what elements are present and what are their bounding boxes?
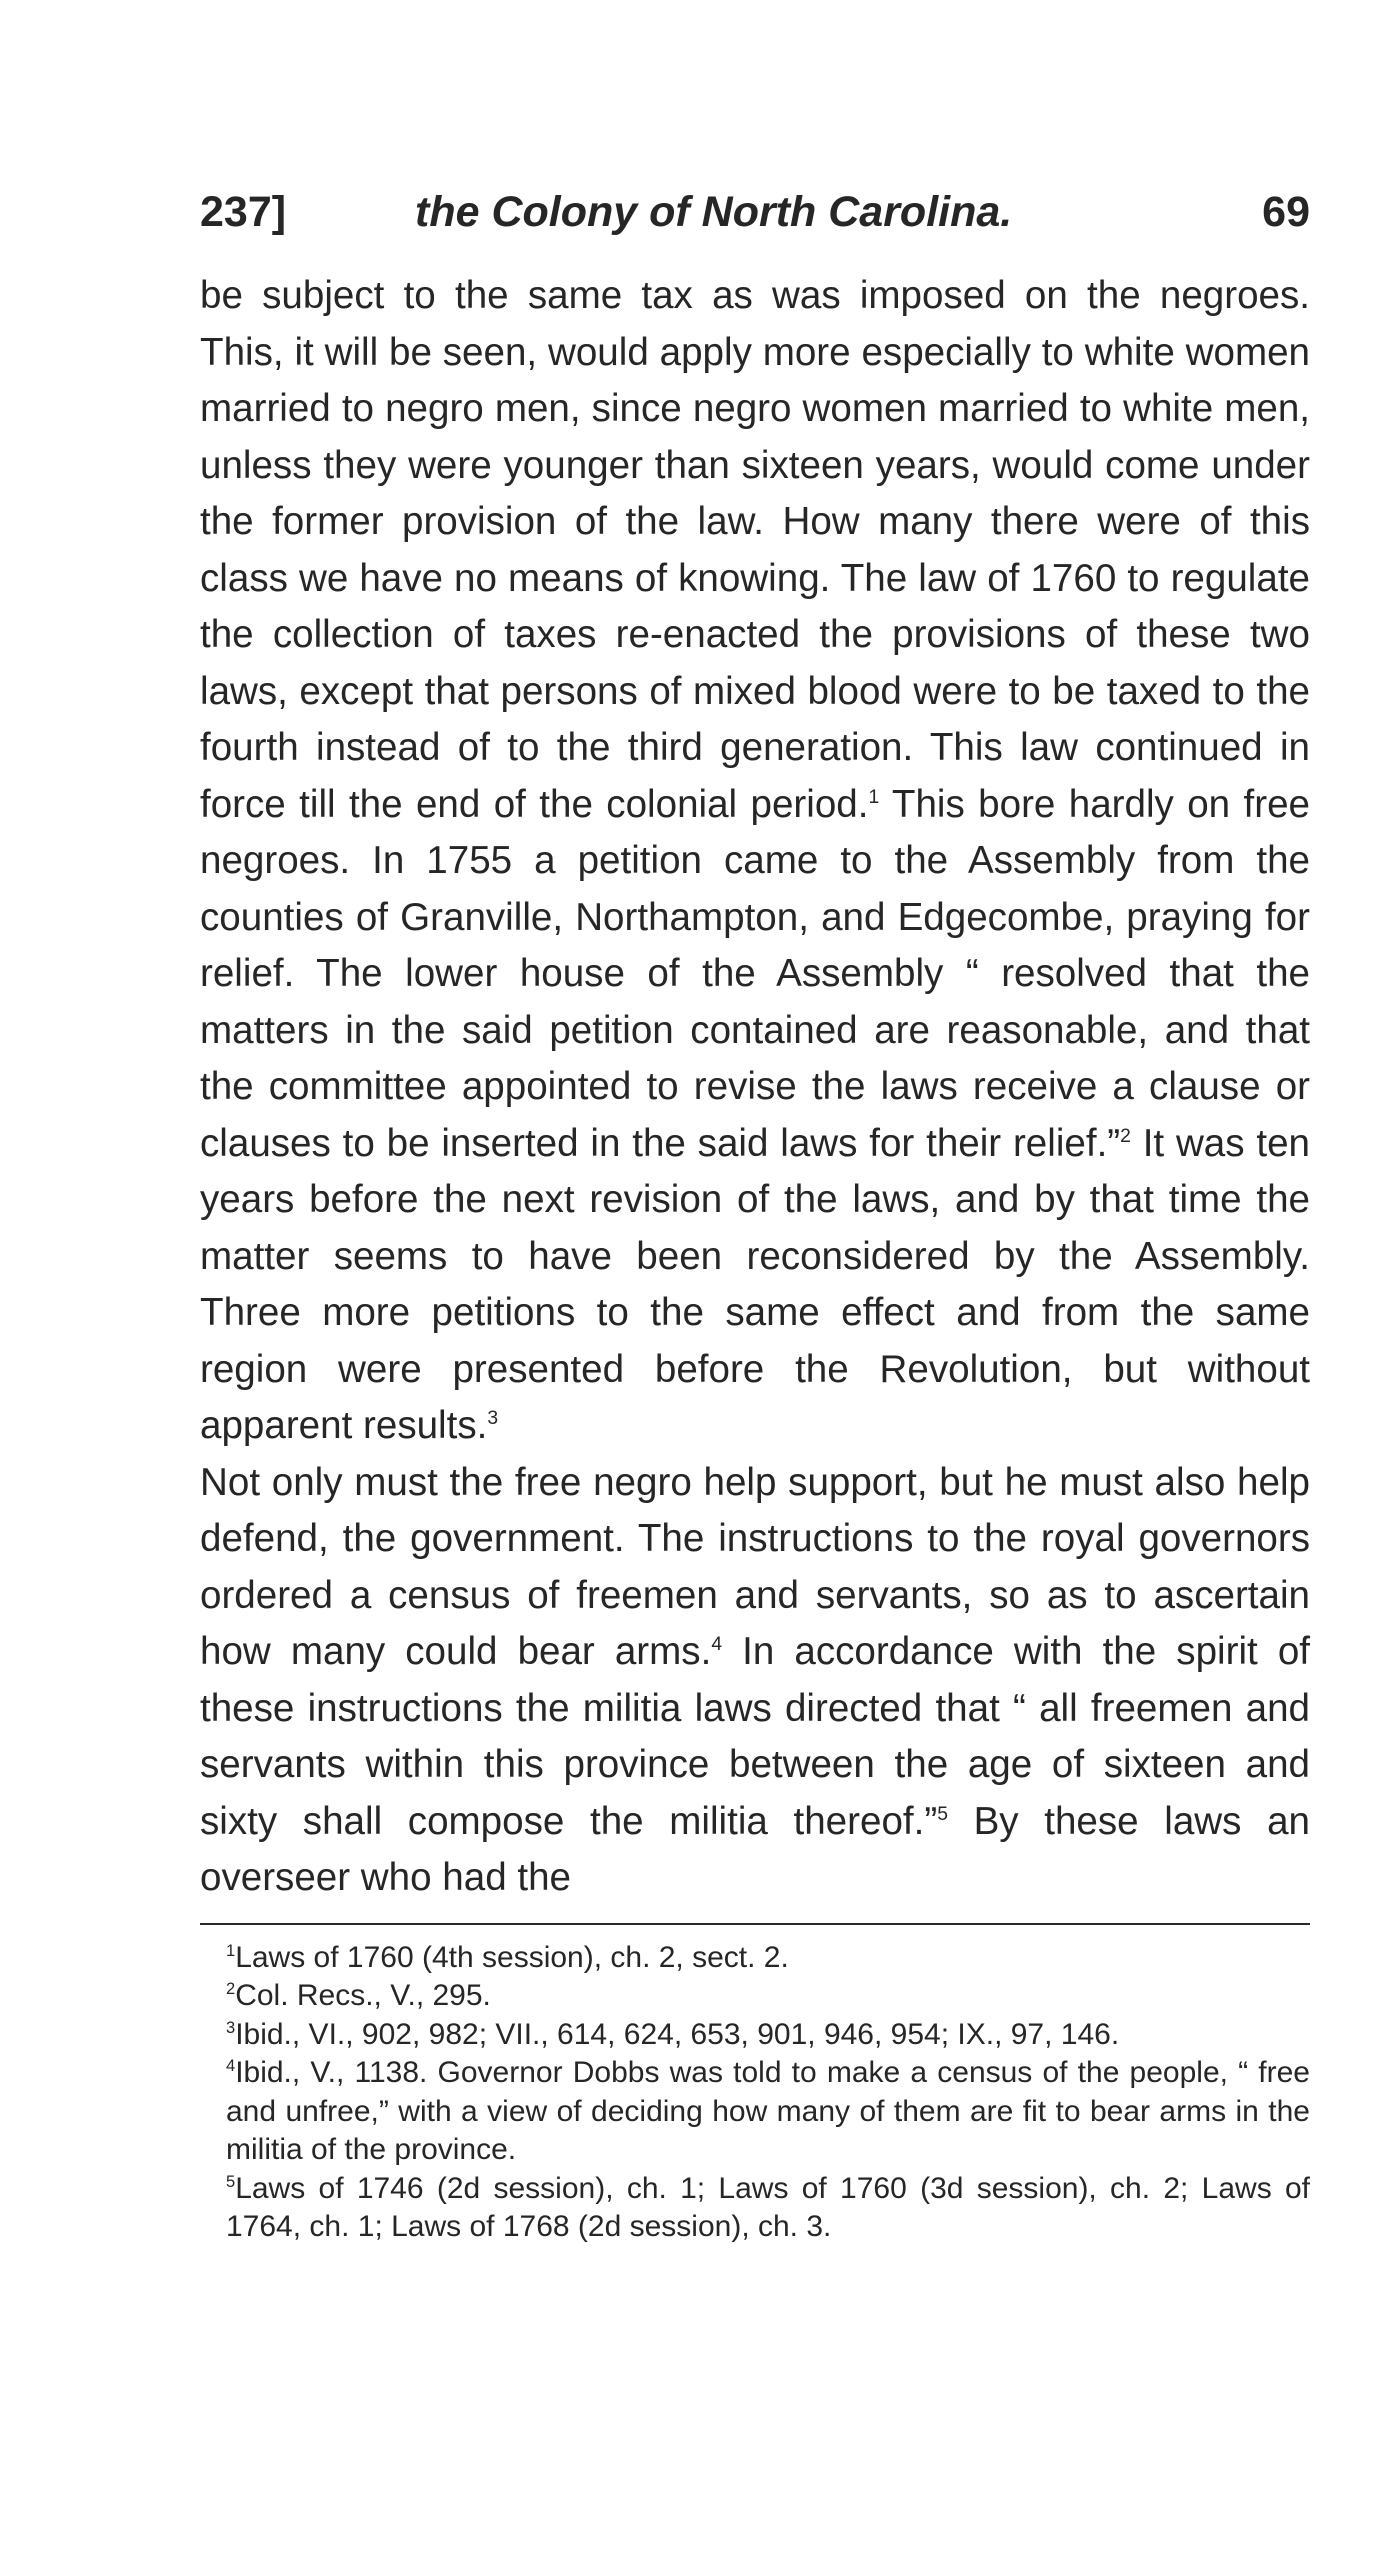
footnote-ref-3: 3	[487, 1408, 499, 1430]
paragraph-2-text-c: By these laws an overseer who had the	[200, 1799, 1311, 1899]
footnotes	[200, 1939, 1310, 2247]
running-title: the Colony of North Carolina.	[415, 188, 1013, 236]
footnote-5	[200, 2170, 1310, 2247]
paragraph-1-text-b: This bore hardly on free negroes. In 1755 a petition came to the Assembly from the counties of Granville, Northampton, and Edgecombe, praying for relief. The lower house of the Assembly “ resolved that the matters in the said petition contained are reasonable, and that the committee appointed to revise the laws receive a clause or clauses to be inserted in the said laws for their relief.”	[200, 782, 1310, 1165]
footnote-ref-2: 2	[1120, 1125, 1131, 1147]
footnote-ref-5: 5	[937, 1803, 948, 1825]
page-number: 69	[1262, 188, 1310, 236]
footnote-mark-1: 1	[226, 1941, 236, 1960]
footnote-2-text: Col. Recs., V., 295.	[235, 1979, 491, 2012]
footnote-1-text: Laws of 1760 (4th session), ch. 2, sect. 2.	[235, 1940, 789, 1974]
body-text	[200, 268, 1310, 1907]
page-reference: 237]	[200, 188, 287, 236]
footnote-mark-2: 2	[226, 1980, 236, 1998]
footnote-mark-4: 4	[226, 2057, 236, 2075]
footnote-5-text: Laws of 1746 (2d session), ch. 1; Laws of 1760 (3d session), ch. 2; Laws of 1764, ch. 1; Laws of 1768 (2d session), ch. 3.	[226, 2171, 1310, 2243]
footnote-4	[200, 2054, 1310, 2170]
footnote-divider	[200, 1923, 1310, 1925]
footnote-3	[200, 2016, 1310, 2055]
paragraph-1-text-c: It was ten years before the next revision of the laws, and by that time the matter seems to have been reconsidered by the Assembly. Three more petitions to the same effect and from the same region were presented before the Revolution, but without apparent results.	[200, 1121, 1310, 1447]
paragraph-2	[200, 1455, 1310, 1907]
paragraph-1	[200, 268, 1310, 1455]
footnote-mark-5: 5	[226, 2172, 236, 2191]
footnote-mark-3: 3	[226, 2018, 236, 2037]
paragraph-2-text-a: Not only must the free negro help support, but he must also help defend, the government. The instructions to the royal governors ordered a census of freemen and servants, so as to ascertain how many could bear arms.	[200, 1460, 1310, 1673]
book-page	[200, 182, 1310, 2247]
paragraph-2-text-b: In accordance with the spirit of these instructions the militia laws directed that “ all freemen and servants within this province between the age of sixteen and sixty shall compose the militia thereof.”	[200, 1630, 1310, 1843]
footnote-1	[200, 1939, 1310, 1978]
footnote-ref-1: 1	[868, 786, 880, 808]
footnote-ref-4: 4	[711, 1634, 723, 1656]
footnote-4-text: Ibid., V., 1138. Governor Dobbs was told to make a census of the people, “ free and unfree,” with a view of deciding how many of them are fit to bear arms in the militia of the province.	[226, 2056, 1310, 2166]
paragraph-1-text-a: be subject to the same tax as was imposed on the negroes. This, it will be seen, would apply more especially to white women married to negro men, since negro women married to white men, unless they were younger than sixteen years, would come under the former provision of the law. How many there were of this class we have no means of knowing. The law of 1760 to regulate the collection of taxes re-enacted the provisions of these two laws, except that persons of mixed blood were to be taxed to the fourth instead of to the third generation. This law continued in force till the end of the colonial period.	[200, 274, 1310, 826]
running-head	[200, 182, 1310, 242]
footnote-3-text: Ibid., VI., 902, 982; VII., 614, 624, 653, 901, 946, 954; IX., 97, 146.	[235, 2017, 1120, 2051]
footnote-2	[200, 1977, 1310, 2016]
